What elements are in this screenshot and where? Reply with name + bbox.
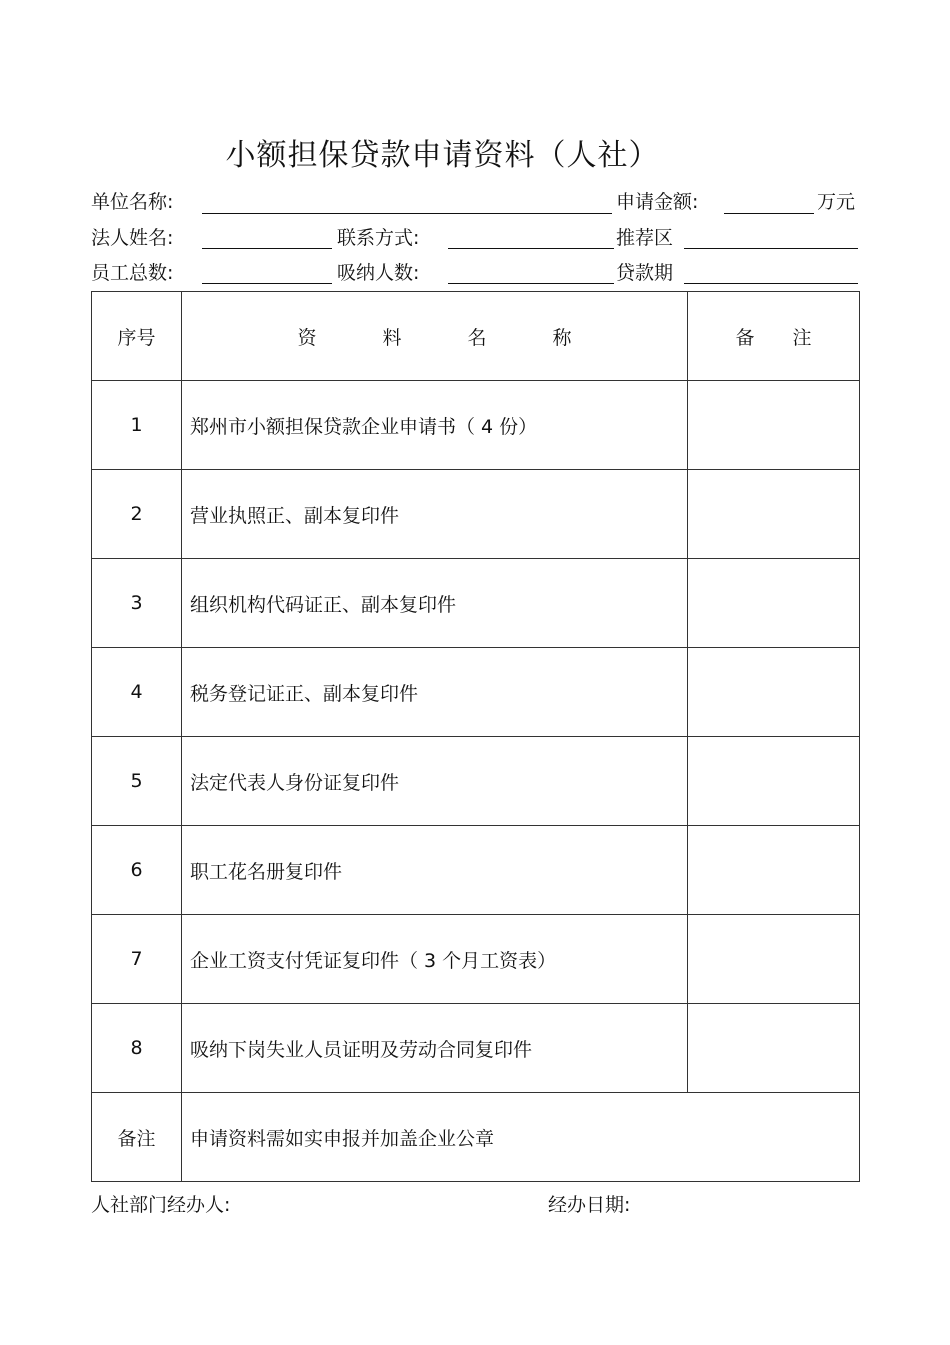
row-remark-cell[interactable] xyxy=(688,1004,860,1093)
materials-table xyxy=(91,291,860,1182)
row-index: 7 xyxy=(92,915,182,1004)
legal-name-field[interactable] xyxy=(202,248,332,249)
row-remark-cell[interactable] xyxy=(688,826,860,915)
note-row xyxy=(92,1093,860,1182)
row-material-name: 营业执照正、副本复印件 xyxy=(182,470,688,559)
row-remark-cell[interactable] xyxy=(688,470,860,559)
row-index: 4 xyxy=(92,648,182,737)
amount-label: 申请金额: xyxy=(616,191,699,213)
recommend-label: 推荐区 xyxy=(616,227,674,249)
handler-label: 人社部门经办人: xyxy=(91,1194,231,1216)
row-remark-cell[interactable] xyxy=(688,737,860,826)
note-text: 申请资料需如实申报并加盖企业公章 xyxy=(182,1093,860,1182)
table-row xyxy=(92,381,860,470)
amount-unit: 万元 xyxy=(817,191,856,213)
row-remark-cell[interactable] xyxy=(688,648,860,737)
unit-name-label: 单位名称: xyxy=(91,191,174,213)
row-index: 8 xyxy=(92,1004,182,1093)
row-material-name: 企业工资支付凭证复印件（ 3 个月工资表） xyxy=(182,915,688,1004)
row-index: 6 xyxy=(92,826,182,915)
table-row xyxy=(92,1004,860,1093)
staff-total-label: 员工总数: xyxy=(91,262,174,284)
row-remark-cell[interactable] xyxy=(688,559,860,648)
row-remark-cell[interactable] xyxy=(688,381,860,470)
row-remark-cell[interactable] xyxy=(688,915,860,1004)
loan-term-field[interactable] xyxy=(684,283,858,284)
col-name-header xyxy=(182,292,688,381)
row-material-name: 法定代表人身份证复印件 xyxy=(182,737,688,826)
row-material-name: 税务登记证正、副本复印件 xyxy=(182,648,688,737)
contact-label: 联系方式: xyxy=(337,227,420,249)
row-index: 3 xyxy=(92,559,182,648)
absorb-label: 吸纳人数: xyxy=(337,262,420,284)
table-row xyxy=(92,737,860,826)
contact-field[interactable] xyxy=(448,248,614,249)
row-material-name: 职工花名册复印件 xyxy=(182,826,688,915)
row-material-name: 郑州市小额担保贷款企业申请书（ 4 份） xyxy=(182,381,688,470)
loan-term-label: 贷款期 xyxy=(616,262,674,284)
table-row xyxy=(92,559,860,648)
absorb-field[interactable] xyxy=(448,283,614,284)
amount-field[interactable] xyxy=(724,213,814,214)
table-header-row xyxy=(92,292,860,381)
table-row xyxy=(92,648,860,737)
row-index: 2 xyxy=(92,470,182,559)
recommend-field[interactable] xyxy=(684,248,858,249)
col-name-label: 资 料 名 称 xyxy=(297,326,602,349)
legal-name-label: 法人姓名: xyxy=(91,227,174,249)
col-index-header xyxy=(92,292,182,381)
row-material-name: 组织机构代码证正、副本复印件 xyxy=(182,559,688,648)
table-row xyxy=(92,915,860,1004)
unit-name-field[interactable] xyxy=(202,213,612,214)
date-label: 经办日期: xyxy=(548,1194,631,1216)
col-index-label: 序号 xyxy=(117,326,156,349)
staff-total-field[interactable] xyxy=(202,283,332,284)
table-row xyxy=(92,470,860,559)
page-title: 小额担保贷款申请资料（人社） xyxy=(225,138,660,173)
row-index: 1 xyxy=(92,381,182,470)
note-label: 备注 xyxy=(92,1093,182,1182)
table-row xyxy=(92,826,860,915)
col-remark-label: 备 注 xyxy=(735,326,828,349)
col-remark-header xyxy=(688,292,860,381)
row-material-name: 吸纳下岗失业人员证明及劳动合同复印件 xyxy=(182,1004,688,1093)
row-index: 5 xyxy=(92,737,182,826)
